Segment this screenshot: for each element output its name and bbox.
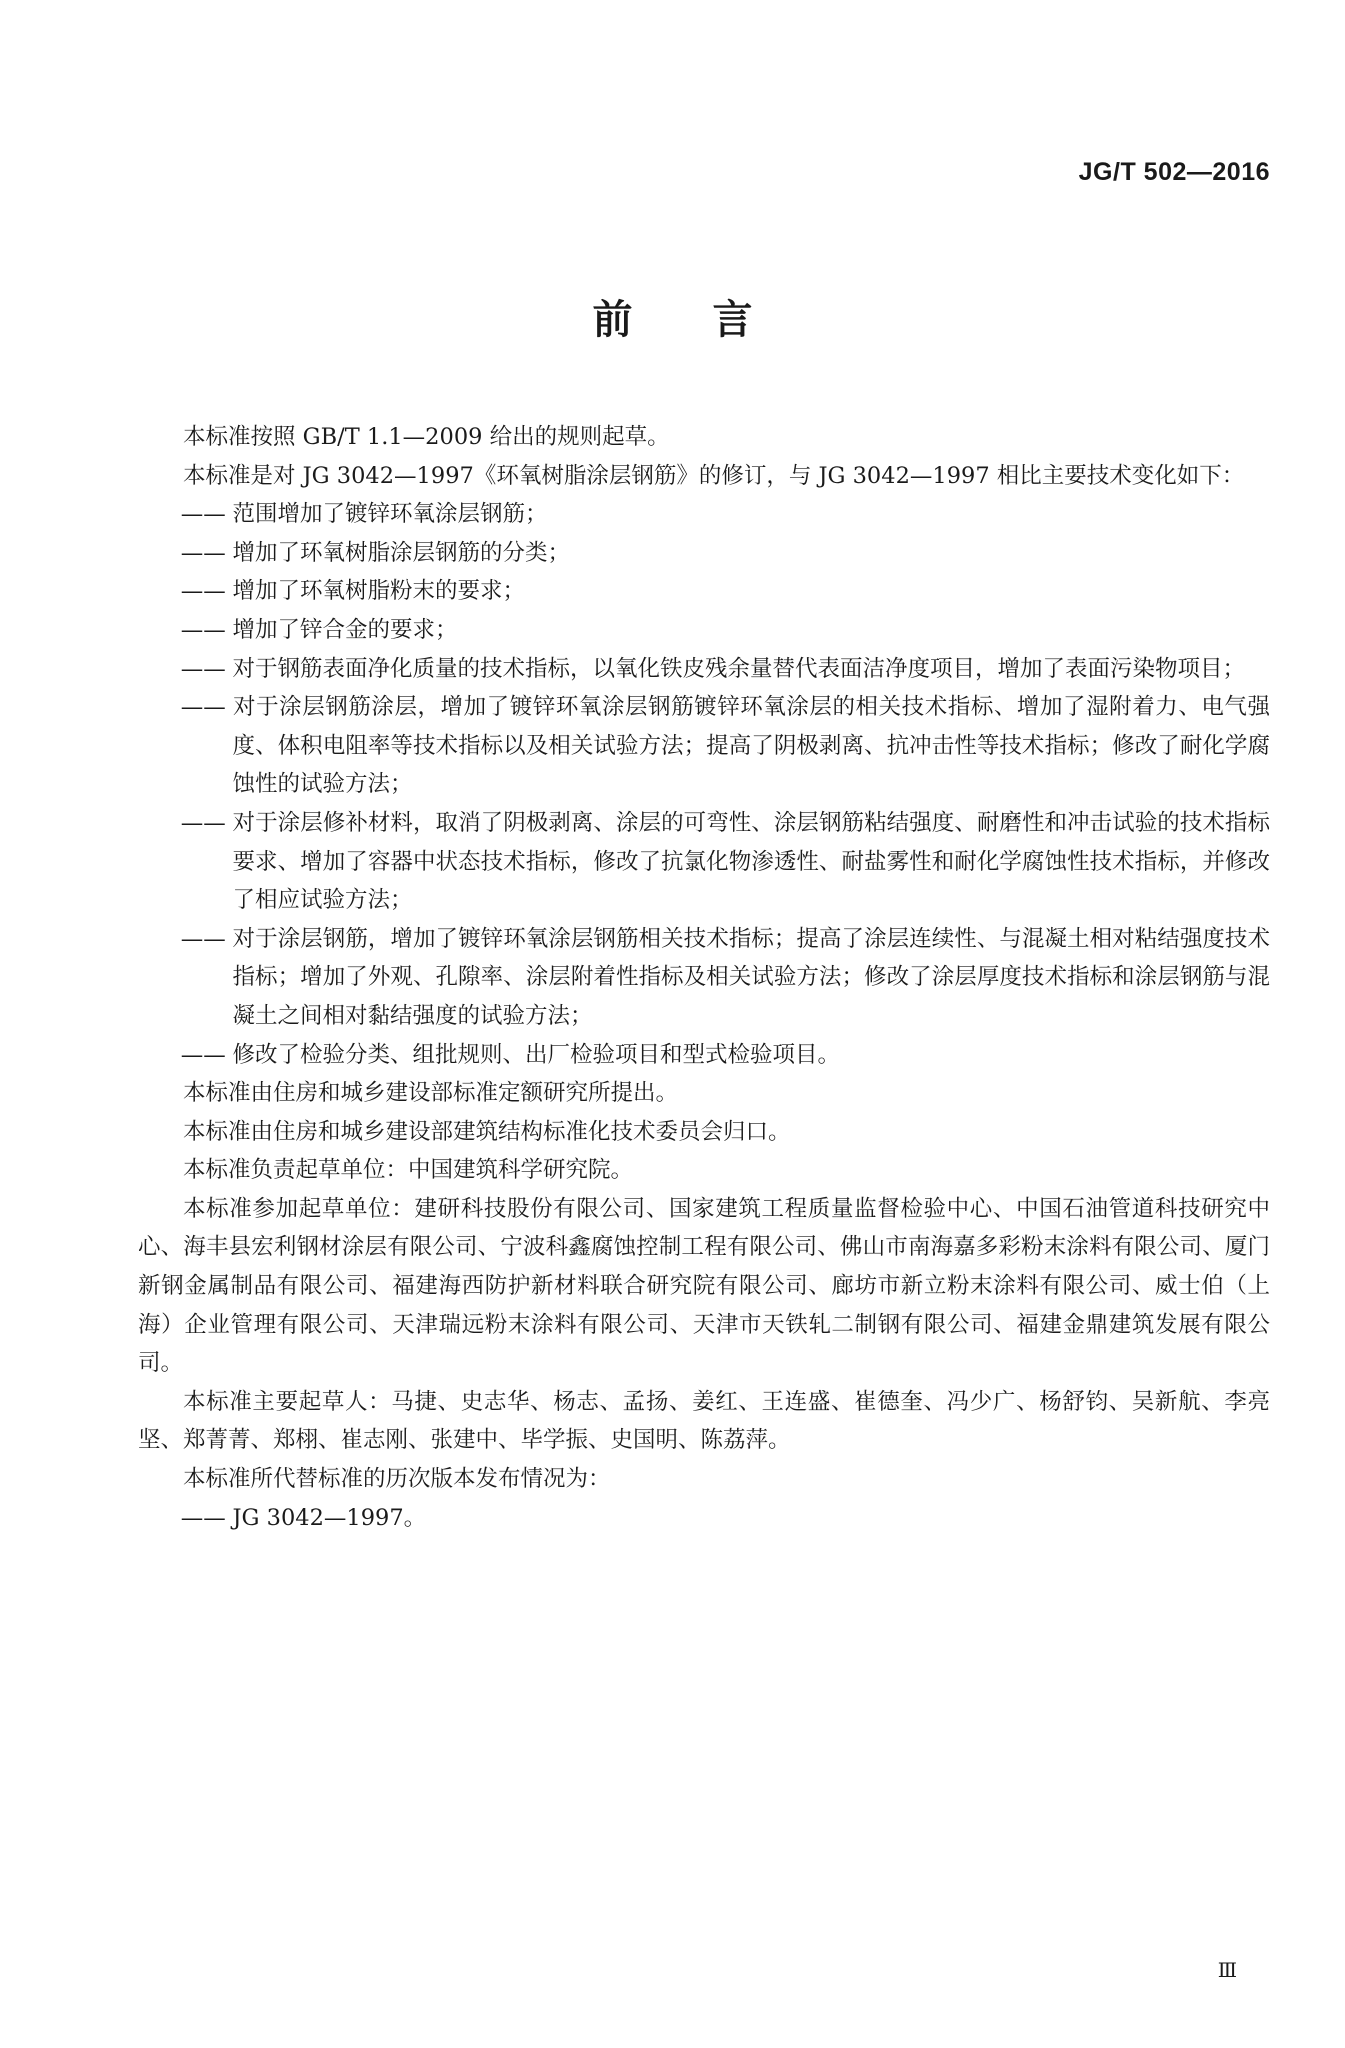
change-item (138, 920, 1270, 1036)
dash-marker: —— (180, 694, 226, 721)
change-item (138, 611, 1270, 650)
intro-paragraph-2: 本标准是对 JG 3042—1997《环氧树脂涂层钢筋》的修订，与 JG 3042—1997 相比主要技术变化如下： (183, 462, 1245, 489)
dash-marker: —— (180, 578, 226, 605)
change-item (138, 495, 1270, 534)
change-text: 范围增加了镀锌环氧涂层钢筋； (232, 501, 548, 528)
change-item (138, 1036, 1270, 1075)
dash-marker: —— (180, 925, 226, 952)
history-text: JG 3042—1997。 (232, 1504, 427, 1531)
change-item (138, 688, 1270, 804)
proposer-paragraph: 本标准由住房和城乡建设部标准定额研究所提出。 (183, 1080, 679, 1107)
change-text: 对于涂层修补材料，取消了阴极剥离、涂层的可弯性、涂层钢筋粘结强度、耐磨性和冲击试验的技术指标要求、增加了容器中状态技术指标，修改了抗氯化物渗透性、耐盐雾性和耐化学腐蚀性技术指标，并修改了相应试验方法； (232, 809, 1270, 914)
intro-paragraph-1: 本标准按照 GB/T 1.1—2009 给出的规则起草。 (183, 424, 670, 450)
page-number: Ⅲ (1217, 1958, 1237, 1982)
change-item (138, 534, 1270, 573)
change-text: 增加了锌合金的要求； (232, 616, 458, 643)
change-text: 修改了检验分类、组批规则、出厂检验项目和型式检验项目。 (232, 1041, 841, 1068)
dash-marker: —— (180, 616, 226, 643)
title-char-2: 言 (712, 297, 753, 343)
dash-marker: —— (180, 809, 226, 836)
drafters-paragraph: 本标准主要起草人：马捷、史志华、杨志、孟扬、姜红、王连盛、崔德奎、冯少广、杨舒钧、吴新航、李亮坚、郑菁菁、郑栩、崔志刚、张建中、毕学振、史国明、陈荔萍。 (138, 1388, 1270, 1454)
title-char-1: 前 (592, 297, 633, 343)
lead-drafter-paragraph: 本标准负责起草单位：中国建筑科学研究院。 (183, 1157, 634, 1184)
participants-paragraph: 本标准参加起草单位：建研科技股份有限公司、国家建筑工程质量监督检验中心、中国石油管道科技研究中心、海丰县宏利钢材涂层有限公司、宁波科鑫腐蚀控制工程有限公司、佛山市南海嘉多彩粉末涂料有限公司、厦门新钢金属制品有限公司、福建海西防护新材料联合研究院有限公司、廊坊市新立粉末涂料有限公司、威士伯（上海）企业管理有限公司、天津瑞远粉末涂料有限公司、天津市天铁轧二制钢有限公司、福建金鼎建筑发展有限公司。 (138, 1195, 1270, 1377)
dash-marker: —— (180, 501, 226, 528)
change-item (138, 650, 1270, 689)
change-text: 增加了环氧树脂涂层钢筋的分类； (232, 539, 571, 566)
foreword-body (138, 418, 1270, 1537)
change-item (138, 804, 1270, 920)
change-text: 增加了环氧树脂粉末的要求； (232, 578, 526, 605)
dash-marker: —— (180, 655, 226, 682)
change-text: 对于钢筋表面净化质量的技术指标，以氧化铁皮残余量替代表面洁净度项目，增加了表面污染物项目； (232, 655, 1246, 682)
dash-marker: —— (180, 1504, 226, 1531)
history-item (138, 1499, 1270, 1538)
page-title (0, 288, 1345, 345)
standard-code: JG/T 502—2016 (1078, 158, 1270, 186)
change-item (138, 572, 1270, 611)
change-text: 对于涂层钢筋涂层，增加了镀锌环氧涂层钢筋镀锌环氧涂层的相关技术指标、增加了湿附着力、电气强度、体积电阻率等技术指标以及相关试验方法；提高了阴极剥离、抗冲击性等技术指标；修改了耐化学腐蚀性的试验方法； (232, 694, 1270, 798)
dash-marker: —— (180, 539, 226, 566)
history-intro-paragraph: 本标准所代替标准的历次版本发布情况为： (183, 1466, 611, 1493)
committee-paragraph: 本标准由住房和城乡建设部建筑结构标准化技术委员会归口。 (183, 1118, 791, 1145)
dash-marker: —— (180, 1041, 226, 1068)
change-text: 对于涂层钢筋，增加了镀锌环氧涂层钢筋相关技术指标；提高了涂层连续性、与混凝土相对粘结强度技术指标；增加了外观、孔隙率、涂层附着性指标及相关试验方法；修改了涂层厚度技术指标和涂层钢筋与混凝土之间相对黏结强度的试验方法； (232, 925, 1270, 1029)
